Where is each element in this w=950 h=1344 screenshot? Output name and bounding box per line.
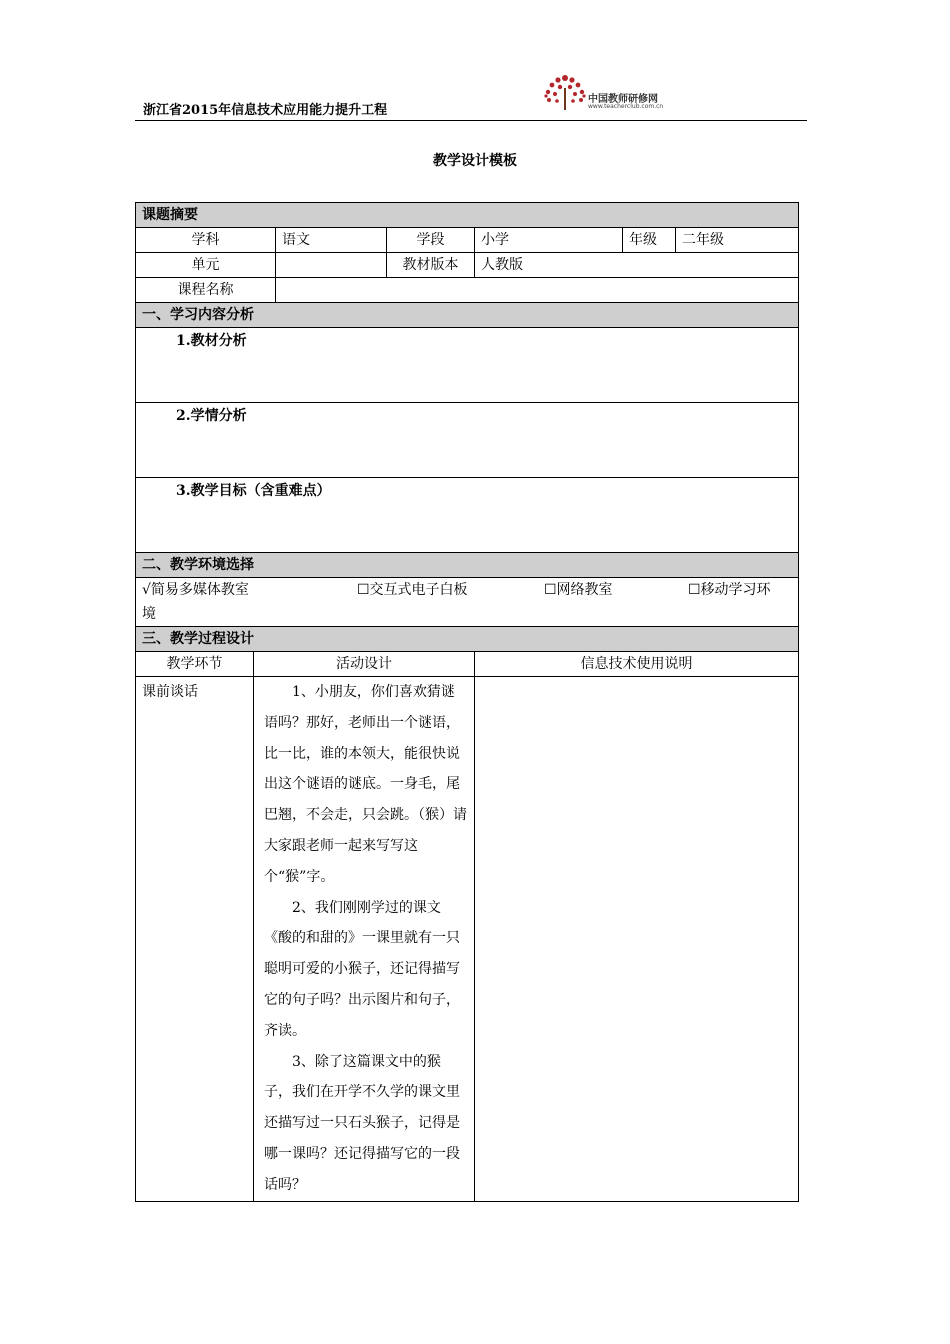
teaching-goals-cell: 3.教学目标（含重难点） xyxy=(136,478,799,553)
stage-value: 小学 xyxy=(475,228,623,253)
learner-analysis-cell: 2.学情分析 xyxy=(136,403,799,478)
stage-label: 学段 xyxy=(387,228,475,253)
grade-value: 二年级 xyxy=(676,228,799,253)
course-name-label: 课程名称 xyxy=(136,278,276,303)
page-header xyxy=(135,70,807,121)
env-option-network-room[interactable]: ☐网络教室 xyxy=(544,582,613,598)
lesson-plan-table xyxy=(135,202,799,1202)
unit-value xyxy=(276,253,387,278)
env-option-multimedia[interactable]: √简易多媒体教室 xyxy=(142,582,249,598)
section-analysis-heading: 一、学习内容分析 xyxy=(136,303,799,328)
activity-paragraph: 1、小朋友，你们喜欢猜谜语吗？那好，老师出一个谜语，比一比，谁的本领大，能很快说出这个谜语的谜底。一身毛，尾巴翘，不会走，只会跳。（猴）请大家跟老师一起来写写这个“猴”字。 xyxy=(264,684,467,885)
course-name-value xyxy=(276,278,799,303)
process-it-note-cell xyxy=(475,677,799,1202)
table-row xyxy=(136,677,799,1202)
activity-paragraph: 3、除了这篇课文中的猴子，我们在开学不久学的课文里还描写过一只石头猴子，记得是哪一课吗？还记得描写它的一段话吗？ xyxy=(264,1053,460,1193)
edition-label: 教材版本 xyxy=(387,253,475,278)
edition-value: 人教版 xyxy=(475,253,799,278)
logo-text: 中国教师研修网 xyxy=(588,94,658,105)
unit-label: 单元 xyxy=(136,253,276,278)
process-activity-cell xyxy=(254,677,475,1202)
section-environment-heading: 二、教学环境选择 xyxy=(136,553,799,578)
env-option-whiteboard[interactable]: ☐交互式电子白板 xyxy=(357,582,468,598)
tree-logo-icon xyxy=(540,70,590,114)
section-process-heading: 三、教学过程设计 xyxy=(136,627,799,652)
activity-paragraph: 2、我们刚刚学过的课文《酸的和甜的》一课里就有一只聪明可爱的小猴子，还记得描写它的句子吗？出示图片和句子，齐读。 xyxy=(264,899,460,1039)
environment-options xyxy=(136,578,799,627)
header-title: 浙江省2015年信息技术应用能力提升工程 xyxy=(143,103,388,118)
textbook-analysis-cell: 1.教材分析 xyxy=(136,328,799,403)
env-option-mobile-wrap: 境 xyxy=(142,606,156,622)
subject-label: 学科 xyxy=(136,228,276,253)
subject-value: 语文 xyxy=(276,228,387,253)
env-option-mobile[interactable]: ☐移动学习环 xyxy=(688,582,771,598)
teacherclub-logo xyxy=(540,70,680,114)
section-summary-heading: 课题摘要 xyxy=(136,203,799,228)
logo-url: www.teacherclub.com.cn xyxy=(588,103,664,110)
process-col-activity: 活动设计 xyxy=(254,652,475,677)
grade-label: 年级 xyxy=(623,228,676,253)
process-stage-cell: 课前谈话 xyxy=(136,677,254,1202)
process-col-stage: 教学环节 xyxy=(136,652,254,677)
document-title: 教学设计模板 xyxy=(433,153,517,169)
process-col-it-usage: 信息技术使用说明 xyxy=(475,652,799,677)
